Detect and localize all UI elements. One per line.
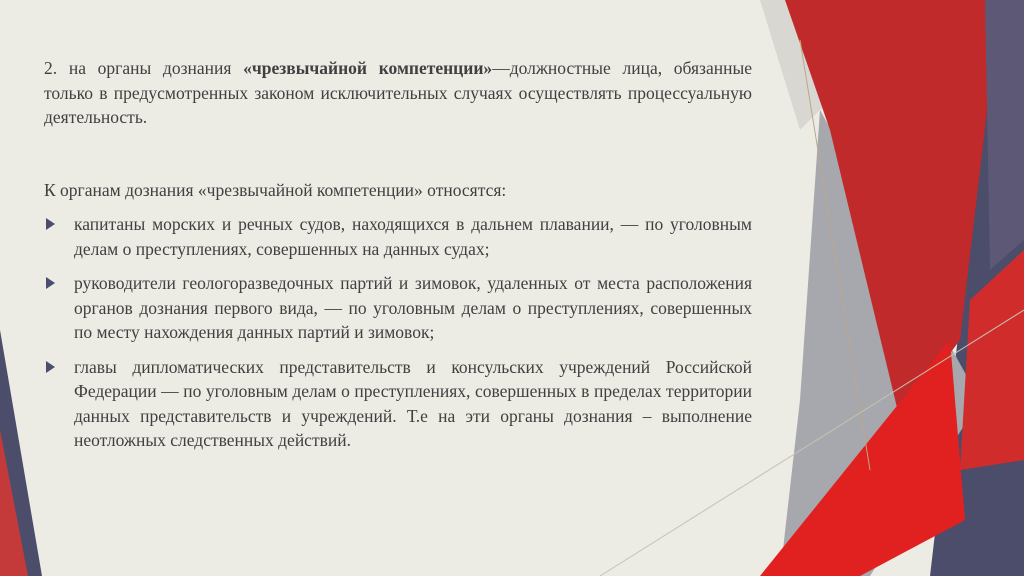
triangle-right-icon [46,361,55,373]
intro-paragraph [44,56,752,130]
intro-emphasis: «чрезвычайной компетенции» [243,58,493,78]
bullet-item [44,355,752,453]
triangle-right-icon [46,218,55,230]
triangle-right-icon [46,277,55,289]
bullet-text: главы дипломатических представительств и консульских учреждений Российской Федерации — по уголовным делам о преступлениях, совершенных в пределах территории данных представительств и учреждений. Т.е на эти органы дознания – выполнение неотложных следственных действий. [74,356,752,450]
bullet-item [44,271,752,345]
intro-suffix: —должностные лица, обязанные только в предусмотренных законом исключительных случаях осуществлять процессуальную деятельность. [44,58,752,127]
bullet-list [44,212,752,463]
bullet-item [44,212,752,261]
lead-sentence: К органам дознания «чрезвычайной компетенции» относятся: [44,180,507,200]
bullet-text: руководители геологоразведочных партий и зимовок, удаленных от места расположения органов дознания первого вида, — по уголовным делам о преступлениях, совершенных по месту нахождения данных партий и зимовок; [74,273,752,342]
intro-prefix: 2. на органы дознания [44,58,244,78]
bullet-text: капитаны морских и речных судов, находящихся в дальнем плавании, — по уголовным делам о преступлениях, совершенных на данных судах; [74,214,752,259]
